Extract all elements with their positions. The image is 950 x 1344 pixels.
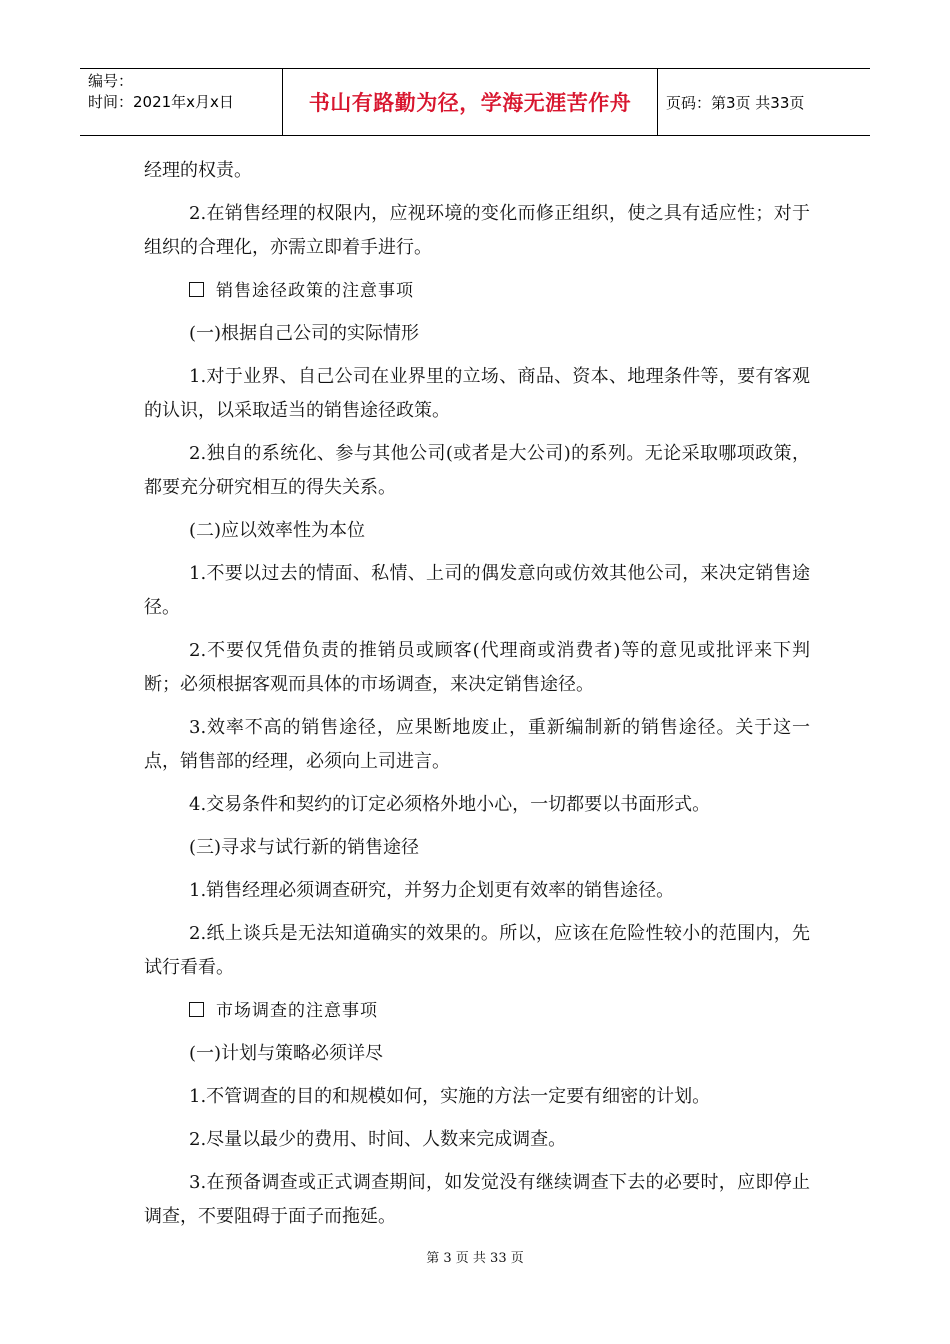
checkbox-square-icon	[189, 282, 204, 297]
section-heading	[144, 274, 810, 308]
paragraph: 经理的权责。	[144, 160, 252, 181]
document-body	[144, 150, 810, 1243]
paragraph: 2.纸上谈兵是无法知道确实的效果的。所以，应该在危险性较小的范围内，先试行看看。	[144, 923, 810, 978]
paragraph: 1.不管调查的目的和规模如何，实施的方法一定要有细密的计划。	[189, 1086, 711, 1107]
subsection-heading: (二)应以效率性为本位	[189, 520, 366, 541]
paragraph: 4.交易条件和契约的订定必须格外地小心，一切都要以书面形式。	[189, 794, 711, 815]
paragraph: 3.在预备调查或正式调查期间，如发觉没有继续调查下去的必要时，应即停止调查，不要阻碍于面子而拖延。	[144, 1172, 810, 1227]
header-page-info-cell	[658, 69, 870, 135]
subsection-heading: (一)计划与策略必须详尽	[189, 1043, 384, 1064]
document-number-label: 编号：	[88, 72, 134, 90]
subsection-heading: (一)根据自己公司的实际情形	[189, 323, 420, 344]
paragraph: 2.独自的系统化、参与其他公司(或者是大公司)的系列。无论采取哪项政策，都要充分研究相互的得失关系。	[144, 443, 810, 498]
paragraph: 2.尽量以最少的费用、时间、人数来完成调查。	[189, 1129, 567, 1150]
header-motto: 书山有路勤为径，学海无涯苦作舟	[308, 91, 632, 115]
header-page-info: 页码：第3页 共33页	[666, 93, 805, 112]
subsection-heading: (三)寻求与试行新的销售途径	[189, 837, 420, 858]
document-header	[80, 68, 870, 136]
paragraph: 3.效率不高的销售途径，应果断地废止，重新编制新的销售途径。关于这一点，销售部的经理，必须向上司进言。	[144, 717, 810, 772]
document-time-label: 时间：2021年x月x日	[88, 93, 234, 111]
paragraph: 1.不要以过去的情面、私情、上司的偶发意向或仿效其他公司，来决定销售途径。	[144, 563, 810, 618]
paragraph: 1.对于业界、自己公司在业界里的立场、商品、资本、地理条件等，要有客观的认识，以采取适当的销售途径政策。	[144, 366, 810, 421]
paragraph: 2.在销售经理的权限内，应视环境的变化而修正组织，使之具有适应性；对于组织的合理化，亦需立即着手进行。	[144, 203, 810, 258]
header-motto-cell	[282, 69, 658, 135]
section-heading	[144, 994, 810, 1028]
section-heading-text: 市场调查的注意事项	[216, 1001, 378, 1021]
checkbox-square-icon	[189, 1002, 204, 1017]
section-heading-text: 销售途径政策的注意事项	[216, 281, 414, 301]
paragraph: 1.销售经理必须调查研究，并努力企划更有效率的销售途径。	[189, 880, 675, 901]
page-footer	[0, 1247, 950, 1266]
header-meta-cell	[80, 69, 282, 135]
footer-page-number: 第 3 页 共 33 页	[426, 1251, 524, 1266]
paragraph: 2.不要仅凭借负责的推销员或顾客(代理商或消费者)等的意见或批评来下判断；必须根据客观而具体的市场调查，来决定销售途径。	[144, 640, 810, 695]
